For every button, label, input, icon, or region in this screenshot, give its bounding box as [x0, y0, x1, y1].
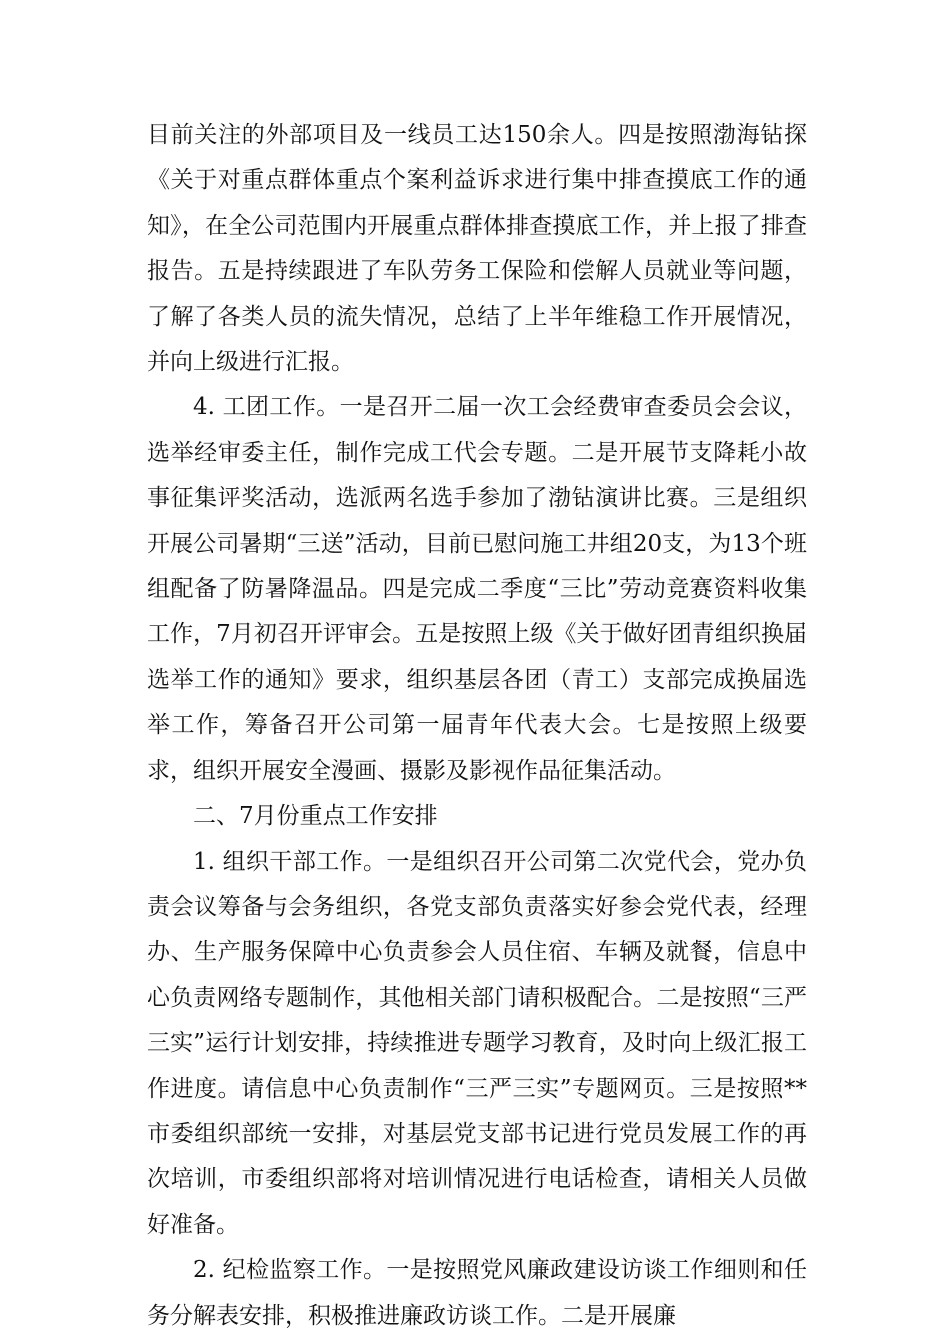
document-body	[147, 113, 807, 1339]
paragraph-stability-work-continued: 目前关注的外部项目及一线员工达150余人。四是按照渤海钻探《关于对重点群体重点个案利益诉求进行集中排查摸底工作的通知》，在全公司范围内开展重点群体排查摸底工作，并上报了排查报告。五是持续跟进了车队劳务工保险和偿解人员就业等问题，了解了各类人员的流失情况，总结了上半年维稳工作开展情况，并向上级进行汇报。	[147, 122, 807, 376]
paragraph-organization-cadre-work: 1. 组织干部工作。一是组织召开公司第二次党代会，党办负责会议筹备与会务组织，各党支部负责落实好参会党代表，经理办、生产服务保障中心负责参会人员住宿、车辆及就餐，信息中心负责网络专题制作，其他相关部门请积极配合。二是按照“三严三实”运行计划安排，持续推进专题学习教育，及时向上级汇报工作进度。请信息中心负责制作“三严三实”专题网页。三是按照**市委组织部统一安排，对基层党支部书记进行党员发展工作的再次培训，市委组织部将对培训情况进行电话检查，请相关人员做好准备。	[147, 848, 807, 1238]
paragraph-union-youth-work: 4. 工团工作。一是召开二届一次工会经费审查委员会会议，选举经审委主任，制作完成工代会专题。二是开展节支降耗小故事征集评奖活动，选派两名选手参加了渤钻演讲比赛。三是组织开展公司暑期“三送”活动，目前已慰问施工井组20支，为13个班组配备了防暑降温品。四是完成二季度“三比”劳动竞赛资料收集工作，7月初召开评审会。五是按照上级《关于做好团青组织换届选举工作的通知》要求，组织基层各团（青工）支部完成换届选举工作，筹备召开公司第一届青年代表大会。七是按照上级要求，组织开展安全漫画、摄影及影视作品征集活动。	[147, 394, 807, 784]
section-heading-july-plan: 二、7月份重点工作安排	[193, 803, 438, 830]
paragraph-discipline-inspection-work: 2. 纪检监察工作。一是按照党风廉政建设访谈工作细则和任务分解表安排，积极推进廉政访谈工作。二是开展廉	[147, 1257, 807, 1329]
